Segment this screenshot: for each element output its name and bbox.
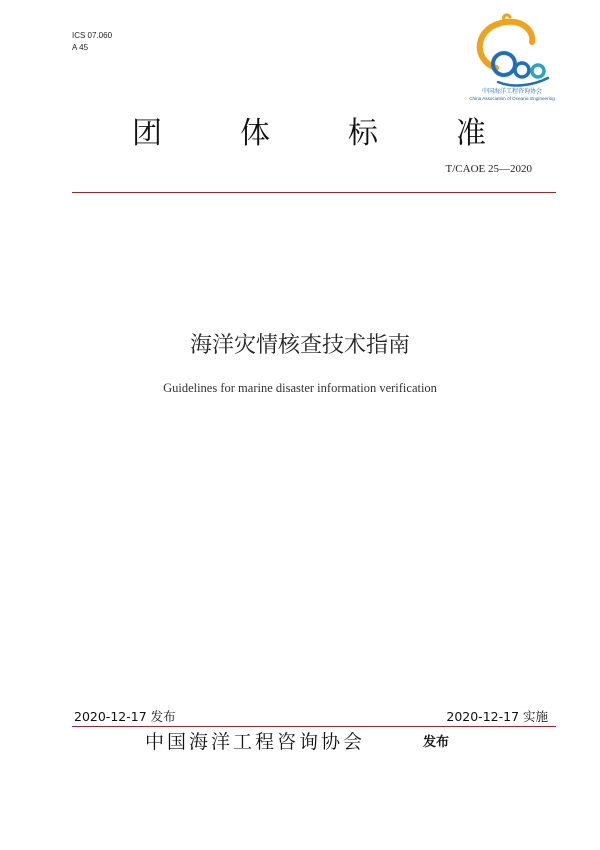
heading-char-3: 标 — [348, 116, 380, 151]
heading-char-2: 体 — [240, 116, 272, 151]
logo-caption — [462, 88, 562, 102]
org-name-cn: 中国海洋工程咨询协会 — [481, 88, 542, 95]
ics-code: ICS 07.060 — [72, 31, 113, 40]
heading-char-4: 准 — [456, 116, 488, 151]
document-title-en: Guidelines for marine disaster information verification — [163, 381, 437, 395]
document-title-cn: 海洋灾情核查技术指南 — [189, 333, 410, 358]
implement-date: 2020-12-17 实施 — [446, 709, 548, 724]
heading-char-1: 团 — [132, 116, 164, 151]
org-name-en: China Association of Oceanic Engineering — [469, 96, 555, 101]
standard-code: T/CAOE 25—2020 — [445, 163, 532, 175]
ccs-code: A 45 — [72, 43, 89, 52]
issue-date: 2020-12-17 发布 — [74, 709, 176, 724]
top-divider — [72, 192, 556, 193]
publisher-name: 中国海洋工程咨询协会 — [145, 731, 366, 753]
publish-label: 发布 — [423, 735, 450, 750]
standard-type-heading — [100, 108, 520, 152]
classification-codes — [72, 30, 112, 54]
